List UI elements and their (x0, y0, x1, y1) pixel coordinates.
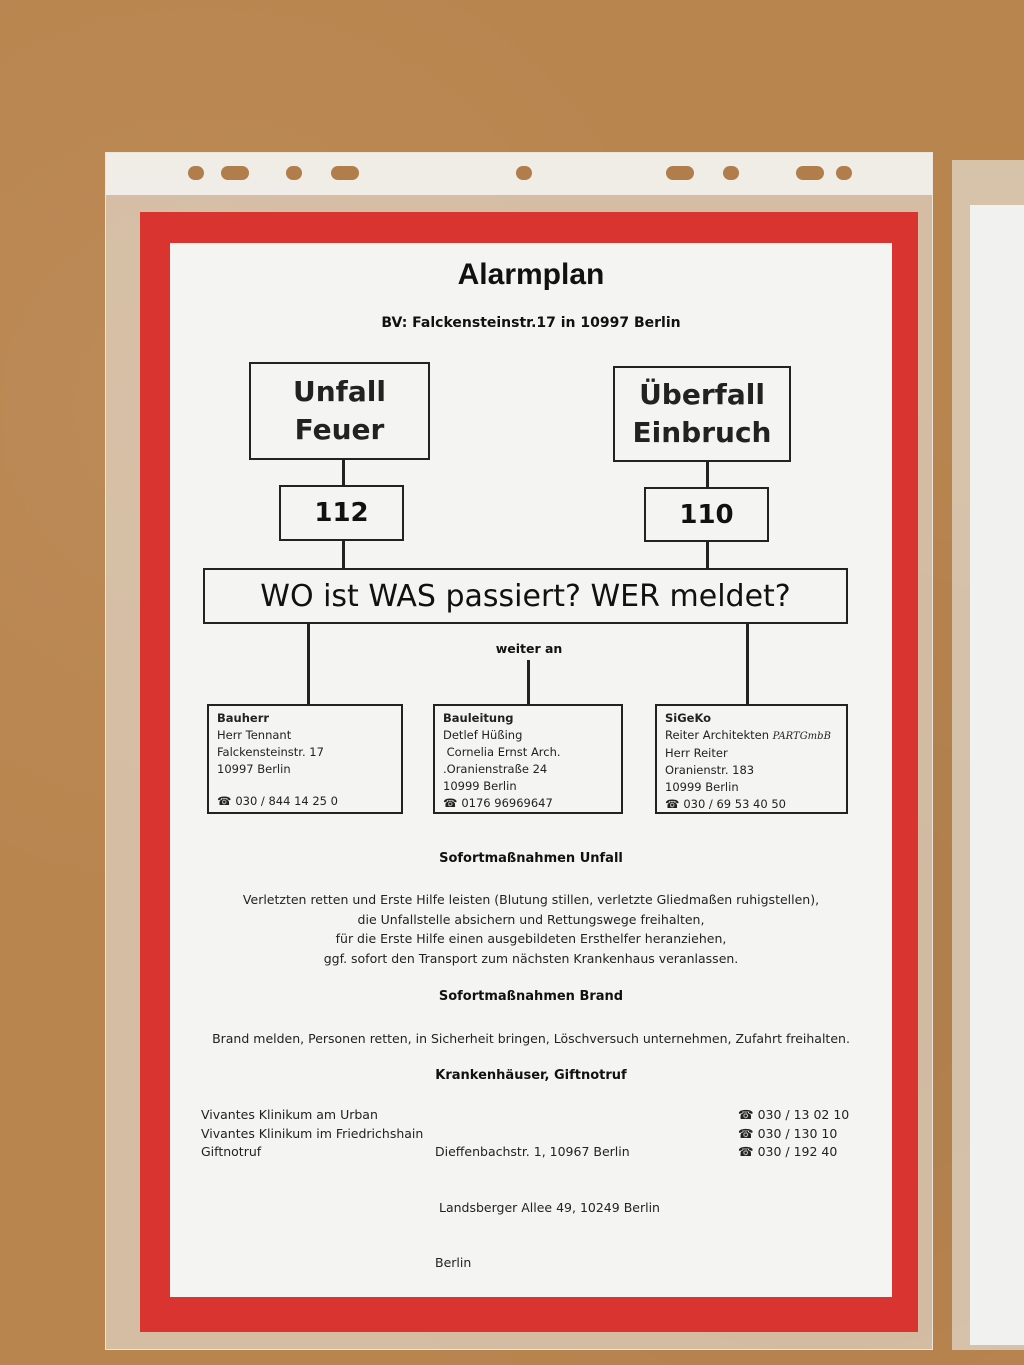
contact-line-text: Reiter Architekten (665, 728, 769, 742)
fire-label: Feuer (294, 413, 385, 446)
hospital-phone (738, 1125, 849, 1144)
hospital-name: Giftnotruf (201, 1144, 262, 1159)
handwritten-note: PARTGmbB (772, 731, 831, 742)
measure-line: für die Erste Hilfe einen ausgebildeten Ersthelfer heranziehen, (335, 931, 727, 946)
punch-hole (221, 166, 249, 180)
punch-hole (723, 166, 739, 180)
contact-line: Herr Reiter (665, 746, 728, 760)
punch-hole (286, 166, 302, 180)
phone-number: 030 / 69 53 40 50 (683, 797, 786, 811)
contact-client (207, 704, 403, 814)
phone-icon (665, 797, 683, 811)
contact-line: .Oranienstraße 24 (443, 762, 548, 776)
phone-number: 030 / 192 40 (757, 1144, 838, 1159)
measure-line: die Unfallstelle absichern und Rettungswege freihalten, (357, 911, 705, 927)
hospital-addresses (435, 1106, 660, 1291)
hospital-address: Dieffenbachstr. 1, 10967 Berlin (435, 1144, 630, 1159)
contact-line: 10997 Berlin (217, 762, 291, 776)
connector-line (527, 660, 530, 704)
hospital-name: Vivantes Klinikum im Friedrichshain (201, 1125, 424, 1141)
report-question-box: WO ist WAS passiert? WER meldet? (203, 568, 848, 624)
contact-safety-coordinator (655, 704, 848, 814)
fire-measures-text: Brand melden, Personen retten, in Sicherheit bringen, Löschversuch unternehmen, Zufahrt freihalten. (212, 1031, 850, 1046)
accident-label: Unfall (293, 375, 386, 409)
hospital-phones (738, 1106, 849, 1162)
punch-hole (188, 166, 204, 180)
accident-measures-text (170, 890, 892, 968)
punch-hole (516, 166, 532, 180)
phone-number: 030 / 844 14 25 0 (235, 794, 338, 808)
contact-heading: Bauherr (217, 711, 270, 725)
phone-icon (738, 1126, 758, 1141)
contact-phone (443, 795, 613, 812)
punch-hole (796, 166, 824, 180)
phone-icon (443, 796, 461, 810)
connector-line (342, 460, 345, 485)
police-number-box: 110 (644, 487, 769, 542)
punch-hole (836, 166, 852, 180)
accident-fire-box (249, 362, 430, 460)
contact-heading: SiGeKo (665, 711, 712, 725)
contact-phone (217, 793, 393, 810)
page-title: Alarmplan (457, 258, 605, 291)
contact-line: Cornelia Ernst Arch. (443, 745, 561, 759)
connector-line (342, 541, 345, 569)
connector-line (706, 462, 709, 487)
site-address: BV: Falckensteinstr.17 in 10997 Berlin (381, 315, 681, 331)
forward-label: weiter an (495, 641, 563, 656)
phone-icon (738, 1144, 758, 1159)
phone-number: 0176 96969647 (461, 796, 553, 810)
contact-line: Detlef Hüßing (443, 728, 523, 742)
robbery-label: Überfall (639, 378, 765, 412)
contact-line (665, 727, 838, 745)
punched-strip (106, 153, 932, 195)
hospital-phone (738, 1143, 849, 1162)
hospital-name: Vivantes Klinikum am Urban (201, 1107, 378, 1122)
contact-line: Herr Tennant (217, 728, 292, 742)
connector-line (307, 624, 310, 704)
contact-line: Oranienstr. 183 (665, 763, 755, 777)
contact-phone (665, 796, 838, 813)
contact-heading: Bauleitung (443, 711, 514, 725)
connector-line (746, 624, 749, 704)
contact-site-management (433, 704, 623, 814)
contact-line: 10999 Berlin (665, 780, 739, 794)
hospital-address: Berlin (435, 1255, 472, 1270)
adjacent-sheet (970, 205, 1024, 1345)
hospital-address: Landsberger Allee 49, 10249 Berlin (435, 1199, 660, 1215)
punch-hole (666, 166, 694, 180)
phone-number: 030 / 130 10 (757, 1125, 838, 1141)
fire-measures-heading: Sofortmaßnahmen Brand (438, 989, 624, 1004)
contact-line: Falckensteinstr. 17 (217, 745, 324, 759)
burglary-label: Einbruch (632, 416, 772, 449)
accident-measures-heading: Sofortmaßnahmen Unfall (439, 851, 623, 866)
hospital-names (201, 1106, 423, 1162)
fire-number-box: 112 (279, 485, 404, 541)
measure-line: ggf. sofort den Transport zum nächsten Krankenhaus veranlassen. (323, 950, 739, 966)
phone-icon (738, 1107, 758, 1122)
phone-icon (217, 794, 235, 808)
hospitals-heading: Krankenhäuser, Giftnotruf (435, 1068, 627, 1083)
connector-line (706, 542, 709, 569)
robbery-burglary-box (613, 366, 791, 462)
measure-line: Verletzten retten und Erste Hilfe leisten (Blutung stillen, verletzte Gliedmaßen ruhigstellen), (242, 892, 820, 907)
phone-number: 030 / 13 02 10 (757, 1107, 850, 1122)
punch-hole (331, 166, 359, 180)
hospital-phone (738, 1106, 849, 1125)
contact-line: 10999 Berlin (443, 779, 517, 793)
